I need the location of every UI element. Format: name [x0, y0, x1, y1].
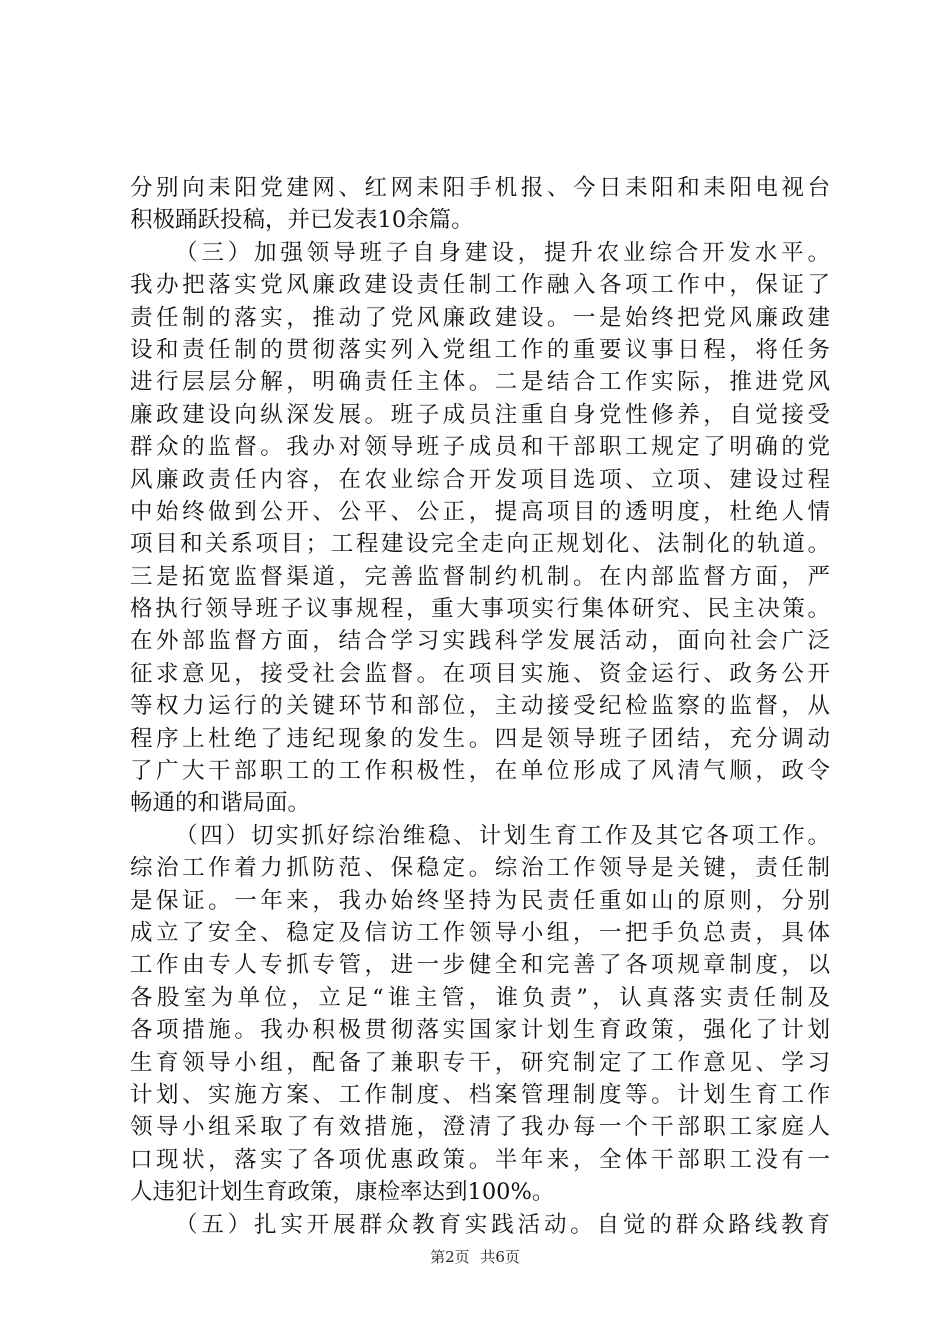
page-total: 共6页	[480, 1248, 520, 1266]
text-line: 畅通的和谐局面。	[130, 790, 311, 817]
text-line: 进行层层分解，明确责任主体。二是结合工作实际，推进党风	[130, 369, 830, 396]
text-line: 生育领导小组，配备了兼职专干，研究制定了工作意见、学习	[130, 1049, 830, 1076]
text-line: 群众的监督。我办对领导班子成员和干部职工规定了明确的党	[130, 434, 830, 461]
text-line: 人违犯计划生育政策，康检率达到100%。	[130, 1179, 555, 1206]
text-line: 设和责任制的贯彻落实列入党组工作的重要议事日程，将任务	[130, 336, 830, 363]
text-line: 了广大干部职工的工作积极性，在单位形成了风清气顺，政令	[130, 758, 830, 785]
text-line: 各项措施。我办积极贯彻落实国家计划生育政策，强化了计划	[130, 1017, 830, 1044]
text-line: （四）切实抓好综治维稳、计划生育工作及其它各项工作。	[175, 822, 830, 849]
text-line: 廉政建设向纵深发展。班子成员注重自身党性修养，自觉接受	[130, 401, 830, 428]
text-line: 项目和关系项目；工程建设完全走向正规划化、法制化的轨道。	[130, 531, 830, 558]
text-line: 积极踊跃投稿，并已发表10余篇。	[130, 207, 474, 234]
document-body	[130, 172, 830, 1241]
text-line: （五）扎实开展群众教育实践活动。自觉的群众路线教育	[175, 1211, 830, 1238]
text-line: 三是拓宽监督渠道，完善监督制约机制。在内部监督方面，严	[130, 563, 830, 590]
text-line: 我办把落实党风廉政建设责任制工作融入各项工作中，保证了	[130, 272, 830, 299]
text-line: 程序上杜绝了违纪现象的发生。四是领导班子团结，充分调动	[130, 725, 830, 752]
text-line: 计划、实施方案、工作制度、档案管理制度等。计划生育工作	[130, 1081, 830, 1108]
text-line: 分别向耒阳党建网、红网耒阳手机报、今日耒阳和耒阳电视台	[130, 175, 830, 201]
text-line: 在外部监督方面，结合学习实践科学发展活动，面向社会广泛	[130, 628, 830, 655]
text-line: （三）加强领导班子自身建设，提升农业综合开发水平。	[175, 239, 830, 266]
page-footer	[0, 1246, 950, 1267]
text-line: 成立了安全、稳定及信访工作领导小组，一把手负总责，具体	[130, 919, 830, 946]
page-number: 第2页	[430, 1248, 470, 1266]
text-line: 责任制的落实，推动了党风廉政建设。一是始终把党风廉政建	[130, 304, 830, 331]
text-line: 领导小组采取了有效措施，澄清了我办每一个干部职工家庭人	[130, 1114, 830, 1141]
text-line: 各股室为单位，立足“谁主管，谁负责”，认真落实责任制及	[130, 984, 830, 1011]
text-line: 等权力运行的关键环节和部位，主动接受纪检监察的监督，从	[130, 693, 830, 720]
text-line: 口现状，落实了各项优惠政策。半年来，全体干部职工没有一	[130, 1146, 830, 1173]
text-line: 是保证。一年来，我办始终坚持为民责任重如山的原则，分别	[130, 887, 830, 914]
text-line: 中始终做到公开、公平、公正，提高项目的透明度，杜绝人情	[130, 498, 830, 525]
text-line: 格执行领导班子议事规程，重大事项实行集体研究、民主决策。	[130, 596, 830, 623]
text-line: 工作由专人专抓专管，进一步健全和完善了各项规章制度，以	[130, 952, 830, 979]
text-line: 综治工作着力抓防范、保稳定。综治工作领导是关键，责任制	[130, 855, 830, 882]
text-line: 征求意见，接受社会监督。在项目实施、资金运行、政务公开	[130, 660, 830, 687]
text-line: 风廉政责任内容，在农业综合开发项目选项、立项、建设过程	[130, 466, 830, 493]
